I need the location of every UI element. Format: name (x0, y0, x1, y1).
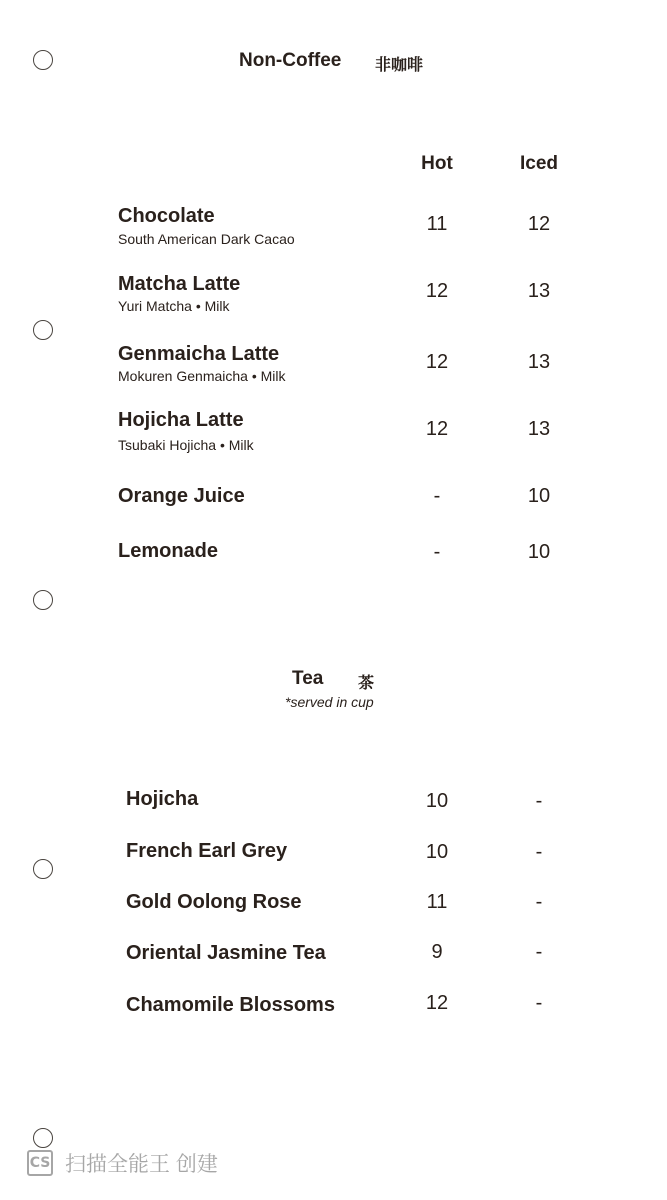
price-iced: 13 (527, 418, 551, 440)
col-header-iced: Iced (519, 153, 559, 174)
item-desc: South American Dark Cacao (118, 231, 295, 247)
tea-note: *served in cup (285, 694, 374, 710)
scanner-watermark (27, 1148, 218, 1178)
price-hot: 10 (425, 790, 449, 812)
item-name: Hojicha Latte (118, 409, 244, 431)
tea-title-cn: 茶 (358, 675, 375, 692)
camscanner-logo-icon: CS (27, 1150, 53, 1176)
price-hot: 11 (426, 891, 448, 913)
price-hot: 12 (425, 280, 449, 302)
price-hot: 12 (425, 418, 449, 440)
item-desc: Mokuren Genmaicha • Milk (118, 368, 286, 384)
price-iced: 13 (527, 280, 551, 302)
item-name: Chocolate (118, 205, 215, 227)
tea-title: Tea (292, 668, 324, 689)
binder-hole-icon (33, 320, 53, 340)
price-iced: - (535, 941, 543, 963)
item-name: Genmaicha Latte (118, 343, 280, 365)
price-hot: 9 (431, 941, 443, 963)
price-iced: 10 (527, 485, 551, 507)
item-desc: Tsubaki Hojicha • Milk (118, 437, 254, 453)
item-name: Gold Oolong Rose (126, 891, 302, 913)
item-name: Chamomile Blossoms (126, 994, 335, 1016)
price-iced: 13 (527, 351, 551, 373)
item-name: Oriental Jasmine Tea (126, 942, 326, 964)
binder-hole-icon (33, 590, 53, 610)
binder-hole-icon (33, 859, 53, 879)
item-name: French Earl Grey (126, 840, 288, 862)
price-iced: - (535, 790, 543, 812)
price-iced: 10 (527, 541, 551, 563)
price-iced: - (535, 841, 543, 863)
binder-hole-icon (33, 1128, 53, 1148)
item-desc: Yuri Matcha • Milk (118, 298, 230, 314)
price-hot: 10 (425, 841, 449, 863)
price-hot: 12 (425, 351, 449, 373)
item-name: Hojicha (126, 788, 199, 810)
binder-hole-icon (33, 50, 53, 70)
item-name: Lemonade (118, 540, 219, 562)
price-hot: - (433, 485, 441, 507)
price-iced: - (535, 891, 543, 913)
non-coffee-title-cn: 非咖啡 (375, 57, 424, 74)
item-name: Orange Juice (118, 485, 245, 507)
price-iced: 12 (527, 213, 551, 235)
price-iced: - (535, 992, 543, 1014)
non-coffee-title: Non-Coffee (239, 50, 342, 71)
price-hot: 11 (426, 213, 448, 235)
col-header-hot: Hot (421, 153, 453, 174)
price-hot: - (433, 541, 441, 563)
price-hot: 12 (425, 992, 449, 1014)
item-name: Matcha Latte (118, 273, 241, 295)
watermark-text: 扫描全能王 创建 (65, 1153, 218, 1176)
